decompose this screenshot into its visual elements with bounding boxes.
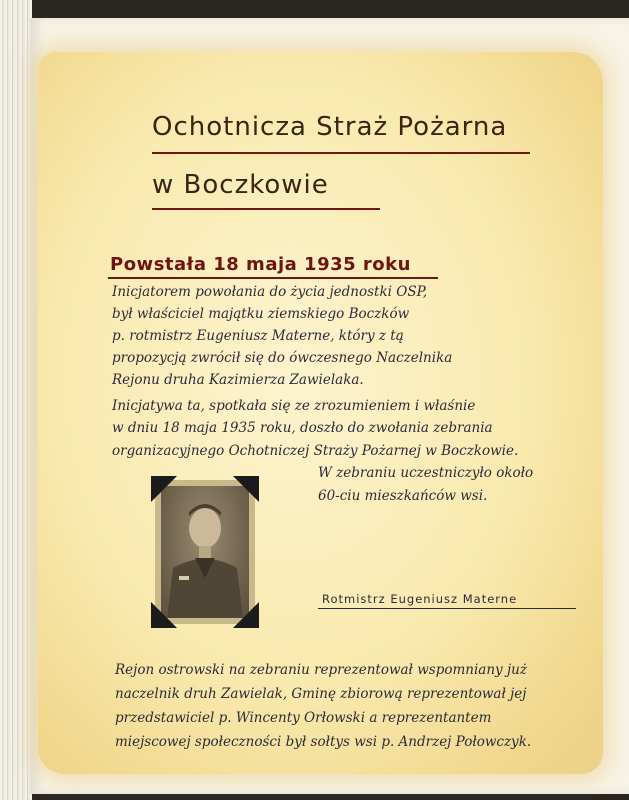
photo-caption: Rotmistrz Eugeniusz Materne [322, 592, 518, 606]
portrait-photo [161, 486, 249, 618]
text-line: Rejonu druha Kazimierza Zawielaka. [112, 372, 364, 388]
caption-underline [318, 608, 576, 609]
heading-line-1: Ochotnicza Straż Pożarna [152, 112, 508, 142]
text-line: Inicjatorem powołania do życia jednostki OSP, [112, 284, 428, 300]
portrait-figure-icon [161, 486, 249, 618]
photo-corner [151, 602, 177, 628]
founding-date-subtitle: Powstała 18 maja 1935 roku [110, 254, 411, 275]
text-line: p. rotmistrz Eugeniusz Materne, który z tą [112, 328, 404, 344]
subtitle-underline [108, 277, 438, 279]
text-line: miejscowej społeczności był sołtys wsi p. Andrzej Połowczyk. [115, 734, 532, 750]
text-line: naczelnik druh Zawielak, Gminę zbiorową reprezentował jej [115, 686, 527, 702]
text-line: był właściciel majątku ziemskiego Boczków [112, 306, 410, 322]
portrait-photo-frame [155, 480, 255, 624]
photo-corner [233, 602, 259, 628]
text-line: organizacyjnego Ochotniczej Straży Pożarnej w Boczkowie. [112, 443, 519, 459]
text-line: Inicjatywa ta, spotkała się ze zrozumieniem i właśnie [112, 398, 476, 414]
photo-corner [151, 476, 177, 502]
heading-line-2: w Boczkowie [152, 170, 329, 200]
heading-underline-1 [152, 152, 530, 154]
photo-corner [233, 476, 259, 502]
text-line: w dniu 18 maja 1935 roku, doszło do zwołania zebrania [112, 420, 493, 436]
text-line: 60-ciu mieszkańców wsi. [318, 488, 488, 504]
text-line: Rejon ostrowski na zebraniu reprezentował wspomniany już [115, 662, 527, 678]
text-line: przedstawiciel p. Wincenty Orłowski a reprezentantem [115, 710, 492, 726]
text-line: W zebraniu uczestniczyło około [318, 465, 534, 481]
page-stack-edge [0, 0, 32, 800]
text-line: propozycją zwrócił się do ówczesnego Naczelnika [112, 350, 453, 366]
heading-underline-2 [152, 208, 380, 210]
